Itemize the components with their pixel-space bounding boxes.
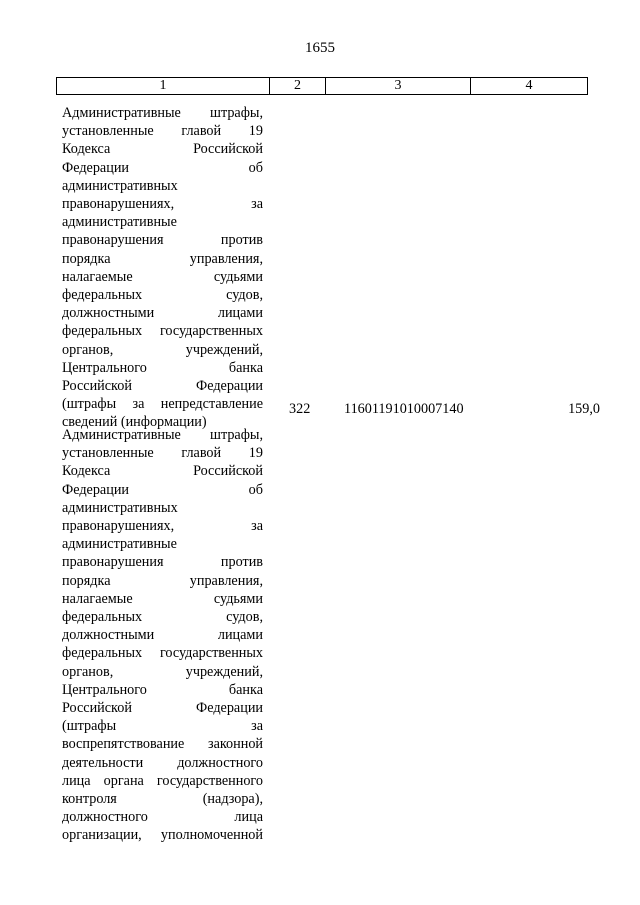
description-line: федеральных судов, <box>62 609 263 626</box>
row-1-description <box>62 104 263 432</box>
column-header-table <box>56 77 588 95</box>
column-header-4: 4 <box>471 78 588 95</box>
description-line: Административные штрафы, <box>62 105 263 121</box>
description-line: органов, учреждений, <box>62 663 263 680</box>
column-header-1: 1 <box>57 78 270 95</box>
description-line: Российской Федерации <box>62 378 263 395</box>
description-line: (штрафы за <box>62 718 263 735</box>
description-line: Центрального банка <box>62 681 263 698</box>
column-header-3: 3 <box>326 78 471 95</box>
description-line: установленные главой 19 <box>62 123 263 140</box>
description-line: должностными лицами <box>62 305 263 322</box>
description-line: деятельности должностного <box>62 754 263 771</box>
description-line: лица органа государственного <box>62 772 263 789</box>
description-line: должностными лицами <box>62 627 263 644</box>
description-line: (штрафы за непредставление <box>62 396 263 413</box>
description-line: должностного лица <box>62 809 263 826</box>
row-2-description <box>62 426 263 845</box>
description-line: административные <box>62 214 177 231</box>
description-line: порядка управления, <box>62 572 263 589</box>
description-line: установленные главой 19 <box>62 445 263 462</box>
description-line: Кодекса Российской <box>62 463 263 480</box>
description-line: сведений (информации) <box>62 414 207 431</box>
row-1-kbk-code: 11601191010007140 <box>344 401 464 417</box>
description-line: организации, уполномоченной <box>62 827 263 844</box>
description-line: правонарушения против <box>62 232 263 249</box>
description-line: административных <box>62 177 178 194</box>
description-line: административных <box>62 499 178 516</box>
description-line: Федерации об <box>62 159 263 176</box>
column-header-row <box>57 78 588 95</box>
column-header-2: 2 <box>270 78 326 95</box>
description-line: Кодекса Российской <box>62 141 263 158</box>
description-line: федеральных государственных <box>62 645 263 662</box>
description-line: правонарушениях, за <box>62 518 263 535</box>
row-1-amount: 159,0 <box>568 401 600 417</box>
description-line: Федерации об <box>62 481 263 498</box>
description-line: органов, учреждений, <box>62 341 263 358</box>
description-line: воспрепятствование законной <box>62 736 263 753</box>
description-line: Центрального банка <box>62 359 263 376</box>
description-line: правонарушения против <box>62 554 263 571</box>
description-line: контроля (надзора), <box>62 791 263 808</box>
description-line: налагаемые судьями <box>62 268 263 285</box>
description-line: федеральных судов, <box>62 287 263 304</box>
row-1-admin-code: 322 <box>289 401 311 417</box>
description-line: Российской Федерации <box>62 700 263 717</box>
page-number: 1655 <box>305 40 335 56</box>
description-line: порядка управления, <box>62 250 263 267</box>
description-line: Административные штрафы, <box>62 427 263 443</box>
description-line: правонарушениях, за <box>62 196 263 213</box>
description-line: административные <box>62 536 177 553</box>
description-line: федеральных государственных <box>62 323 263 340</box>
description-line: налагаемые судьями <box>62 590 263 607</box>
